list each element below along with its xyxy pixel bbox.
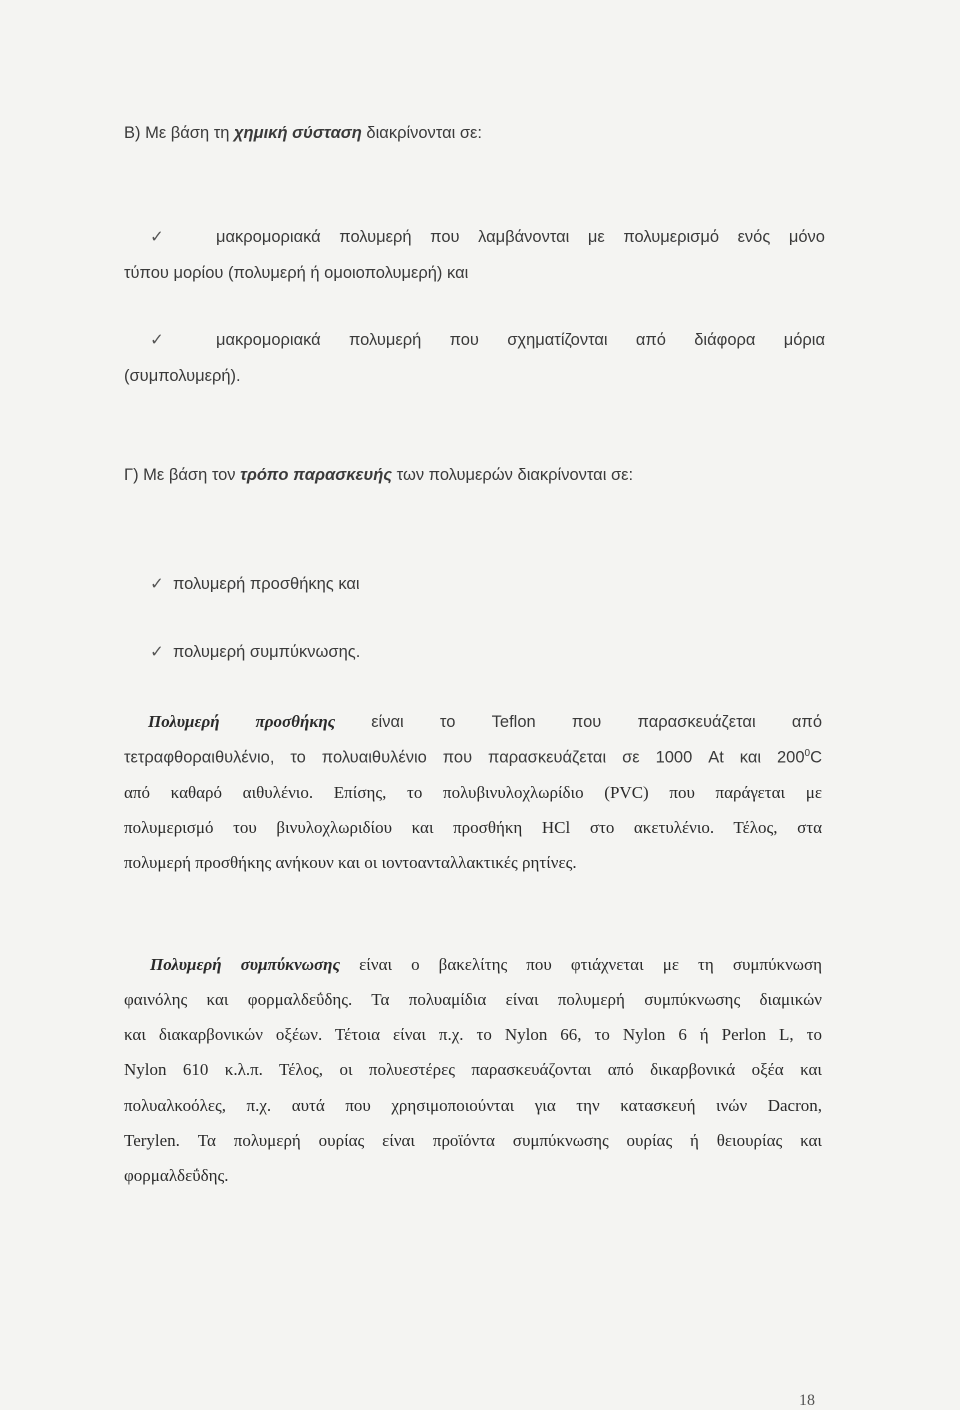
paragraph-addition-line-4: πολυμερισμό του βινυλοχλωριδίου και προσθήκη HCl στο ακετυλένιο. Τέλος, στα bbox=[124, 818, 822, 837]
check-icon: ✓ bbox=[150, 643, 164, 661]
paragraph-condensation-line-2: φαινόλης και φορμαλδεΰδης. Τα πολυαμίδια είναι πολυμερή συμπύκνωσης διαμικών bbox=[124, 990, 822, 1009]
list-item: μακρομοριακά πολυμερή που λαμβάνονται με πολυμερισμό ενός μόνο bbox=[216, 228, 825, 246]
paragraph-addition-line-5: πολυμερή προσθήκης ανήκουν και οι ιοντοανταλλακτικές ρητίνες. bbox=[124, 853, 577, 872]
paragraph-addition-line-2: τετραφθοραιθυλένιο, το πολυαιθυλένιο που παρασκευάζεται σε 1000 At και $200^0C$ bbox=[124, 748, 822, 767]
section-c-heading-emphasis: τρόπο παρασκευής bbox=[240, 466, 393, 484]
list-item: μακρομοριακά πολυμερή που σχηματίζονται από διάφορα μόρια bbox=[216, 331, 825, 349]
paragraph-condensation-line-7: φορμαλδεΰδης. bbox=[124, 1166, 229, 1185]
list-item-continuation: τύπου μορίου (πολυμερή ή ομοιοπολυμερή) και bbox=[124, 264, 469, 282]
list-item: ✓ πολυμερή συμπύκνωσης. bbox=[150, 643, 361, 661]
list-item: ✓ πολυμερή προσθήκης και bbox=[150, 575, 360, 593]
paragraph-condensation-line-5: πολυαλκοόλες, π.χ. αυτά που χρησιμοποιούνται για την κατασκευή ινών Dacron, bbox=[124, 1096, 822, 1115]
check-icon: ✓ bbox=[150, 228, 164, 246]
paragraph-addition-line-1: Πολυμερή προσθήκης είναι το Teflon που παρασκευάζεται από bbox=[148, 712, 822, 731]
section-c-heading: Γ) Με βάση τον τρόπο παρασκευής των πολυμερών διακρίνονται σε: bbox=[124, 466, 634, 484]
paragraph-condensation-line-3: και διακαρβονικών οξέων. Τέτοια είναι π.χ. το Nylon 66, το Nylon 6 ή Perlon L, το bbox=[124, 1025, 822, 1044]
check-icon: ✓ bbox=[150, 575, 164, 593]
list-item-continuation: (συμπολυμερή). bbox=[124, 367, 241, 385]
paragraph-condensation-line-1: Πολυμερή συμπύκνωσης είναι ο βακελίτης που φτιάχνεται με τη συμπύκνωση bbox=[150, 955, 823, 974]
term-condensation-polymers: Πολυμερή συμπύκνωσης bbox=[150, 955, 341, 974]
page-number: 18 bbox=[799, 1392, 815, 1409]
paragraph-condensation-line-4: Nylon 610 κ.λ.π. Τέλος, οι πολυεστέρες παρασκευάζονται από δικαρβονικά οξέα και bbox=[124, 1060, 822, 1079]
check-icon: ✓ bbox=[150, 331, 164, 349]
section-b-heading-emphasis: χημική σύσταση bbox=[234, 124, 362, 142]
paragraph-condensation-line-6: Terylen. Τα πολυμερή ουρίας είναι προϊόντα συμπύκνωσης ουρίας ή θειουρίας και bbox=[124, 1131, 822, 1150]
term-addition-polymers: Πολυμερή προσθήκης bbox=[148, 712, 336, 731]
paragraph-addition-line-3: από καθαρό αιθυλένιο. Επίσης, το πολυβινυλοχλωρίδιο (PVC) που παράγεται με bbox=[124, 783, 822, 802]
section-b-heading: Β) Με βάση τη χημική σύσταση διακρίνονται σε: bbox=[124, 124, 482, 142]
